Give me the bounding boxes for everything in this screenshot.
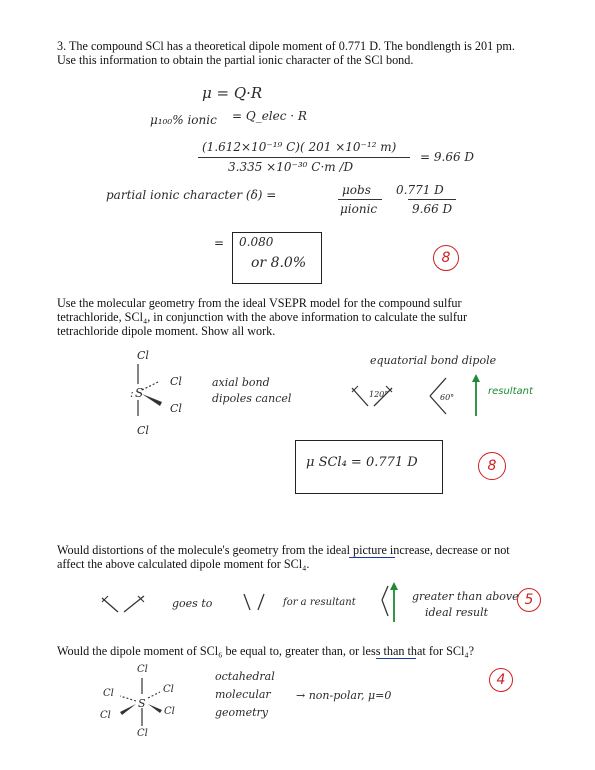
q3-answer-box	[232, 232, 322, 284]
scl6-cl-left-wedge: Cl	[100, 710, 111, 721]
q3-equals: =	[214, 236, 225, 250]
q4-text-line3: tetrachloride dipole moment. Show all work.	[57, 324, 276, 338]
q6-note-2: molecular	[215, 688, 271, 701]
q3-work-result: = 9.66 D	[420, 150, 475, 164]
q3-answer-2: or 8.0%	[251, 255, 307, 271]
q5-text-line2: affect the above calculated dipole moment for SCl₄.	[57, 557, 310, 571]
greater-note-2: ideal result	[425, 606, 489, 619]
scl4-cl-top: Cl	[137, 349, 149, 362]
q3-work-line2-rhs: = Q_elec · R	[232, 109, 307, 123]
q6-note-1: octahedral	[215, 670, 275, 683]
q4-answer-box	[295, 440, 443, 494]
q4-text-line1: Use the molecular geometry from the ideal VSEPR model for the compound sulfur	[57, 296, 462, 310]
q3-frac-num: μobs	[342, 183, 371, 197]
q3-val-den: 9.66 D	[412, 202, 453, 216]
angle-60-label: 60°	[440, 393, 455, 402]
q3-frac-den: μionic	[340, 202, 378, 216]
greater-resultant-diagram	[374, 580, 404, 624]
q4-answer: μ SCl₄ = 0.771 D	[306, 455, 418, 470]
narrow-v-diagram	[240, 590, 270, 614]
axial-note-2: dipoles cancel	[212, 392, 292, 405]
q3-val-num: 0.771 D	[396, 183, 444, 197]
q6-answer: → non-polar, μ=0	[296, 689, 392, 702]
q5-text-line1: Would distortions of the molecule's geometry from the ideal picture increase, decrease or not	[57, 543, 510, 557]
q3-text-line1: 3. The compound SCl has a theoretical dipole moment of 0.771 D. The bondlength is 201 pm.	[57, 39, 515, 53]
q3-text-line2: Use this information to obtain the partial ionic character of the SCl bond.	[57, 53, 414, 67]
q6-text: Would the dipole moment of SCl₆ be equal to, greater than, or less than that for SCl₄?	[57, 644, 475, 658]
q3-ionic-label: partial ionic character (δ) =	[106, 188, 277, 202]
goes-to-note: goes to	[172, 597, 213, 610]
scl6-cl-right-dash: Cl	[163, 684, 174, 695]
equatorial-note: equatorial bond dipole	[370, 354, 497, 367]
scl6-cl-right-wedge: Cl	[164, 706, 175, 717]
q4-score-circle: 8	[478, 452, 506, 480]
for-resultant-note: for a resultant	[283, 597, 356, 608]
q3-work-line1: μ = Q·R	[202, 84, 263, 102]
axial-note-1: axial bond	[212, 376, 270, 389]
q3-work-fraction-bar	[198, 157, 410, 158]
scl4-cl-bottom: Cl	[137, 424, 149, 437]
scl6-s-atom: S	[138, 697, 146, 710]
scl4-s-atom: S	[135, 386, 144, 400]
q3-work-numerator: (1.612×10⁻¹⁹ C)( 201 ×10⁻¹² m)	[202, 140, 397, 154]
q3-answer-1: 0.080	[239, 235, 274, 249]
scl6-cl-top: Cl	[137, 664, 148, 675]
scl4-lone-pair-dots: :	[130, 387, 134, 400]
q6-note-3: geometry	[215, 706, 269, 719]
resultant-label: resultant	[488, 386, 533, 397]
q5-score-circle: 5	[517, 588, 541, 612]
q3-score-circle: 8	[433, 245, 459, 271]
greater-note-1: greater than above	[412, 590, 519, 603]
q4-text-line2: tetrachloride, SCl₄, in conjunction with the above information to calculate the sulfur	[57, 310, 468, 324]
scl6-cl-bottom: Cl	[137, 728, 148, 739]
scl4-cl-right-dash: Cl	[170, 375, 182, 388]
scl4-cl-right-wedge: Cl	[170, 402, 182, 415]
equatorial-dipole-vectors	[348, 382, 408, 422]
q3-work-denominator: 3.335 ×10⁻³⁰ C·m /D	[228, 160, 354, 174]
q3-val-bar	[408, 199, 456, 200]
q6-score-circle: 4	[489, 668, 513, 692]
q3-work-line2-lhs: μ₁₀₀% ionic	[150, 113, 217, 127]
distorted-v-diagram	[100, 592, 150, 618]
less-than-underline	[376, 658, 416, 659]
q3-frac-bar	[338, 199, 382, 200]
increase-underline	[349, 557, 395, 558]
scl6-cl-left: Cl	[103, 688, 114, 699]
angle-120-label: 120°	[369, 390, 389, 399]
